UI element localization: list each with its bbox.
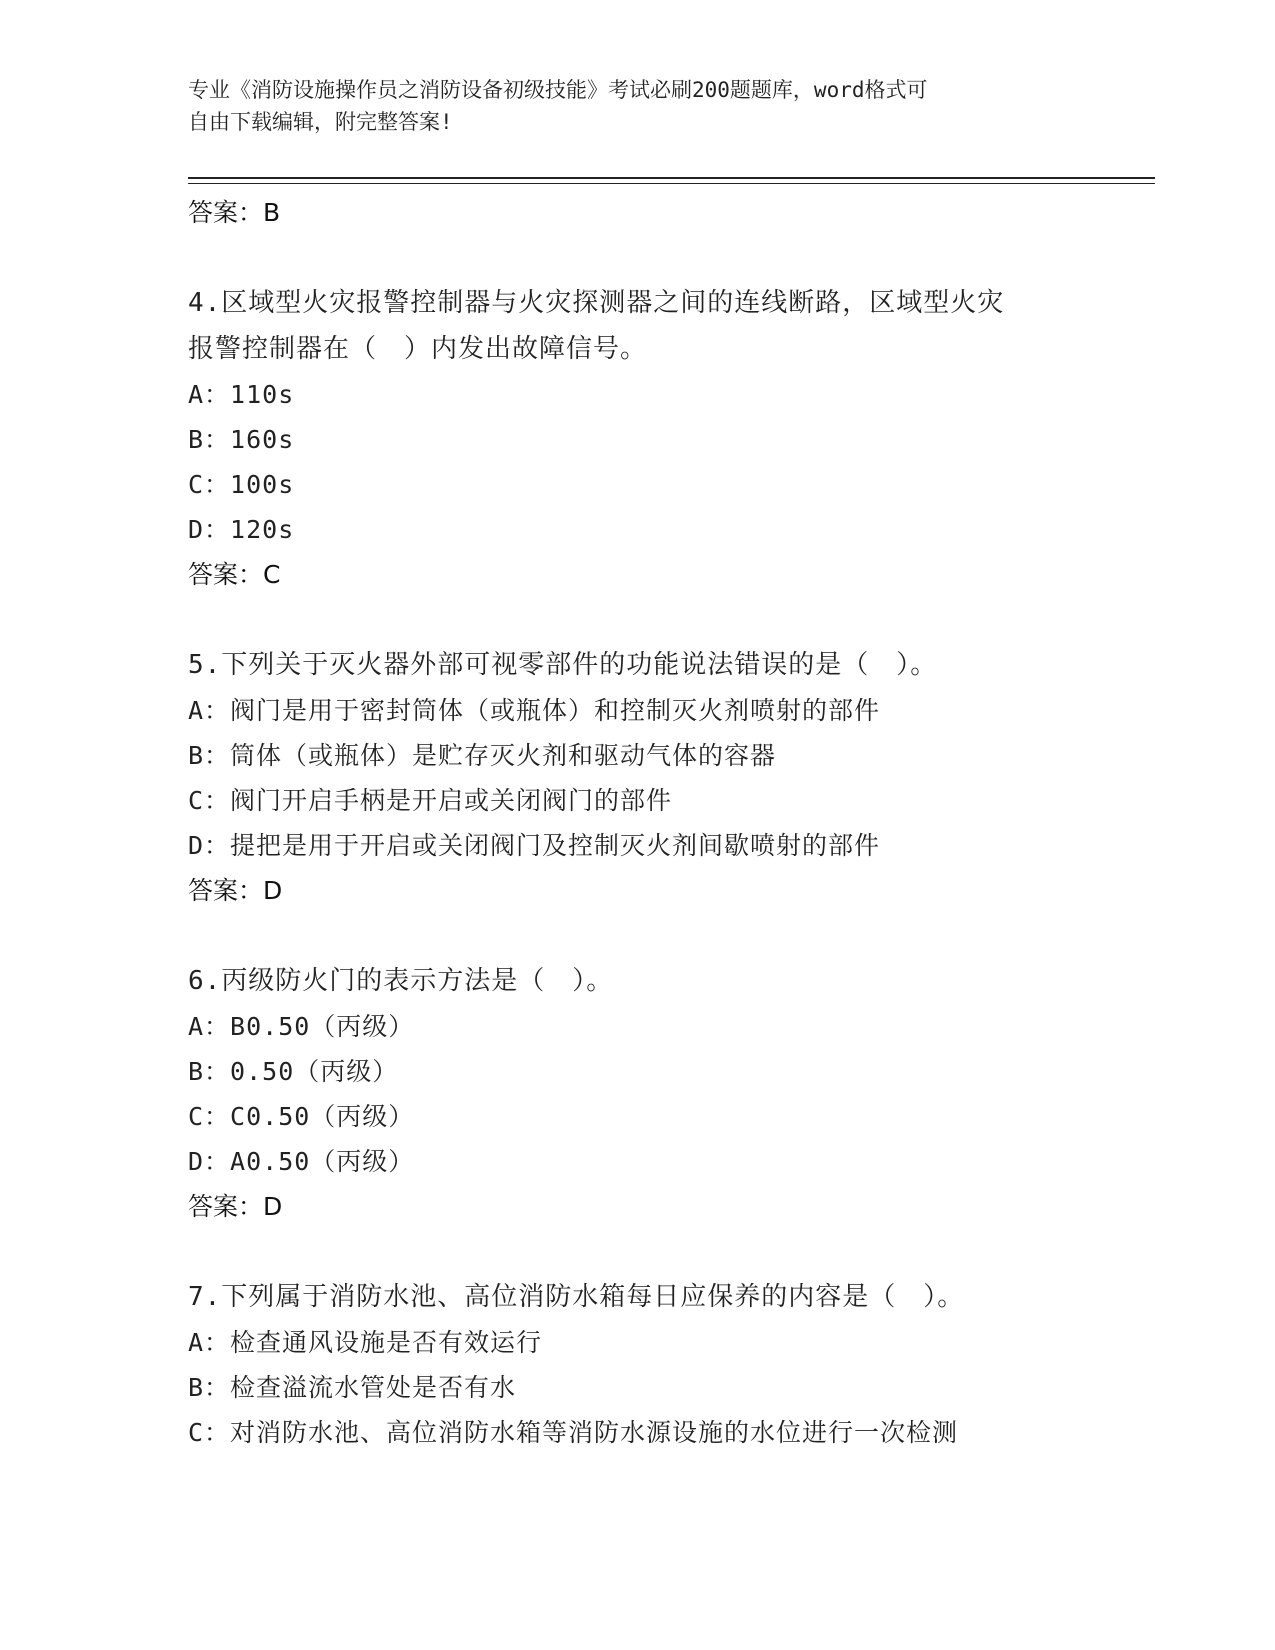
spacer bbox=[188, 914, 1148, 958]
document-header bbox=[188, 74, 1088, 138]
spacer bbox=[188, 598, 1148, 642]
option-d: D：120s bbox=[188, 515, 295, 544]
option-c: C：100s bbox=[188, 470, 295, 499]
header-divider-thick bbox=[188, 177, 1155, 179]
question-text: 5.下列关于灭火器外部可视零部件的功能说法错误的是（ ）。 bbox=[188, 650, 938, 680]
question-text: 报警控制器在（ ）内发出故障信号。 bbox=[188, 334, 648, 364]
option-d: D：提把是用于开启或关闭阀门及控制灭火剂间歇喷射的部件 bbox=[188, 831, 881, 860]
question-block bbox=[188, 642, 1148, 914]
answer-label: 答案：B bbox=[188, 198, 281, 227]
question-text: 4.区域型火灾报警控制器与火灾探测器之间的连线断路，区域型火灾 bbox=[188, 288, 1005, 318]
option-a: A：检查通风设施是否有效运行 bbox=[188, 1328, 543, 1357]
option-a: A：阀门是用于密封筒体（或瓶体）和控制灭火剂喷射的部件 bbox=[188, 696, 881, 725]
header-divider-thin bbox=[188, 183, 1155, 184]
spacer bbox=[188, 1230, 1148, 1274]
option-c: C：对消防水池、高位消防水箱等消防水源设施的水位进行一次检测 bbox=[188, 1418, 959, 1447]
header-line-2: 自由下载编辑，附完整答案! bbox=[188, 110, 453, 134]
option-c: C：阀门开启手柄是开启或关闭阀门的部件 bbox=[188, 786, 673, 815]
option-b: B：筒体（或瓶体）是贮存灭火剂和驱动气体的容器 bbox=[188, 741, 777, 770]
question-block bbox=[188, 280, 1148, 598]
question-block bbox=[188, 1274, 1148, 1455]
answer-label: 答案：D bbox=[188, 876, 283, 905]
question-text: 7.下列属于消防水池、高位消防水箱每日应保养的内容是（ ）。 bbox=[188, 1282, 965, 1312]
question-text: 6.丙级防火门的表示方法是（ ）。 bbox=[188, 966, 614, 996]
option-a: A：B0.50（丙级） bbox=[188, 1012, 415, 1041]
option-a: A：110s bbox=[188, 380, 295, 409]
option-c: C：C0.50（丙级） bbox=[188, 1102, 415, 1131]
document-body bbox=[188, 190, 1148, 1455]
option-d: D：A0.50（丙级） bbox=[188, 1147, 415, 1176]
option-b: B：160s bbox=[188, 425, 295, 454]
spacer bbox=[188, 236, 1148, 280]
option-b: B：检查溢流水管处是否有水 bbox=[188, 1373, 517, 1402]
answer-label: 答案：C bbox=[188, 560, 281, 589]
answer-label: 答案：D bbox=[188, 1192, 283, 1221]
option-b: B：0.50（丙级） bbox=[188, 1057, 399, 1086]
header-line-1: 专业《消防设施操作员之消防设备初级技能》考试必刷200题题库，word格式可 bbox=[188, 78, 928, 102]
question-block bbox=[188, 958, 1148, 1230]
